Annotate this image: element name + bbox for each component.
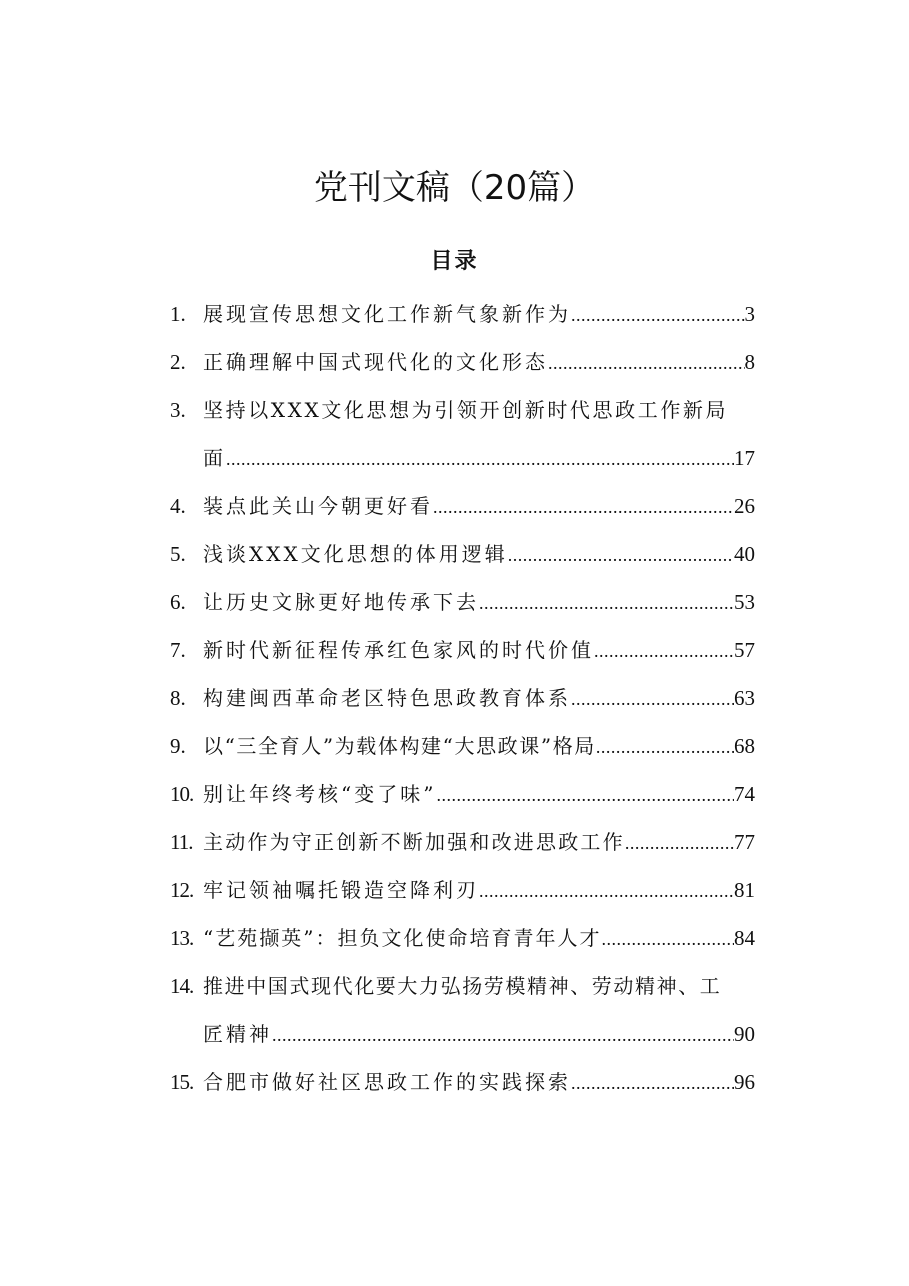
toc-entry[interactable] <box>170 578 755 626</box>
toc-entry[interactable] <box>170 290 755 338</box>
toc-entry[interactable] <box>170 914 755 962</box>
toc-entry[interactable] <box>170 770 755 818</box>
toc-entry[interactable] <box>170 482 755 530</box>
toc-entry-number: 5. <box>170 542 186 566</box>
dot-leader <box>548 339 745 387</box>
toc-entry[interactable] <box>170 674 755 722</box>
toc-heading: 目录 <box>430 248 479 274</box>
toc-entry-title: 构建闽西革命老区特色思政教育体系 <box>203 686 571 710</box>
dot-leader <box>625 819 734 867</box>
toc-entry-title-line2: 匠精神 <box>203 1022 272 1046</box>
toc-entry-number: 12. <box>170 878 194 902</box>
toc-entry-number: 6. <box>170 590 186 614</box>
toc-entry-title: 合肥市做好社区思政工作的实践探索 <box>203 1070 571 1094</box>
dot-leader <box>272 1011 734 1059</box>
toc-entry-number: 8. <box>170 686 186 710</box>
toc-entry-page: 57 <box>734 638 755 662</box>
toc-entry[interactable] <box>170 338 755 386</box>
toc-entry-number: 9. <box>170 734 186 758</box>
toc-entry-page: 3 <box>744 302 755 326</box>
toc-entry[interactable] <box>170 962 755 1058</box>
toc-entry[interactable] <box>170 866 755 914</box>
toc-entry-page: 74 <box>734 782 755 806</box>
toc-entry[interactable] <box>170 818 755 866</box>
toc-entry[interactable] <box>170 722 755 770</box>
dot-leader <box>571 1059 734 1107</box>
toc-entry[interactable] <box>170 1058 755 1106</box>
toc-entry-title-line1: 坚持以XXX文化思想为引领开创新时代思政工作新局 <box>203 398 729 422</box>
dot-leader <box>596 723 734 771</box>
toc-entry-title: 展现宣传思想文化工作新气象新作为 <box>203 302 571 326</box>
toc-entry-title: 牢记领袖嘱托锻造空降利刃 <box>203 878 479 902</box>
dot-leader <box>571 291 745 339</box>
toc-entry-number: 3. <box>170 398 186 422</box>
toc-entry-page: 90 <box>734 1022 755 1046</box>
dot-leader <box>601 915 734 963</box>
toc-entry-title: 浅谈XXX文化思想的体用逻辑 <box>203 542 508 566</box>
toc-entry-page: 8 <box>744 350 755 374</box>
toc-entry-title-line1: 推进中国式现代化要大力弘扬劳模精神、劳动精神、工 <box>203 974 722 998</box>
toc-entry-number: 1. <box>170 302 186 326</box>
toc-entry-page: 84 <box>734 926 755 950</box>
document-title: 党刊文稿（20篇） <box>313 168 596 208</box>
toc-entry-number: 11. <box>170 830 193 854</box>
toc-entry-page: 68 <box>734 734 755 758</box>
dot-leader <box>594 627 734 675</box>
toc-entry-title: “艺苑撷英”：担负文化使命培育青年人才 <box>203 926 602 950</box>
toc-entry-number: 14. <box>170 974 194 998</box>
toc-entry-number: 2. <box>170 350 186 374</box>
toc-entry-page: 63 <box>734 686 755 710</box>
toc-entry-number: 4. <box>170 494 186 518</box>
toc-entry[interactable] <box>170 386 755 482</box>
toc-entry-title: 让历史文脉更好地传承下去 <box>203 590 479 614</box>
dot-leader <box>479 867 734 915</box>
toc-entry-page: 40 <box>734 542 755 566</box>
dot-leader <box>508 531 734 579</box>
dot-leader <box>479 579 734 627</box>
toc-entry[interactable] <box>170 530 755 578</box>
toc-entry-title: 装点此关山今朝更好看 <box>203 494 433 518</box>
toc-entry-page: 96 <box>734 1070 755 1094</box>
dot-leader <box>433 483 734 531</box>
toc-entry-title-line2: 面 <box>203 446 226 470</box>
toc-entry-title: 正确理解中国式现代化的文化形态 <box>203 350 548 374</box>
toc-entry-title: 主动作为守正创新不断加强和改进思政工作 <box>203 830 625 854</box>
toc-entry[interactable] <box>170 626 755 674</box>
toc-entry-title: 以“三全育人”为载体构建“大思政课”格局 <box>203 734 596 758</box>
dot-leader <box>226 435 734 483</box>
toc-entry-number: 15. <box>170 1070 194 1094</box>
dot-leader <box>571 675 734 723</box>
toc-entry-page: 17 <box>734 446 755 470</box>
toc-entry-page: 77 <box>734 830 755 854</box>
toc-entry-number: 7. <box>170 638 186 662</box>
toc-entry-title: 新时代新征程传承红色家风的时代价值 <box>203 638 594 662</box>
toc-entry-title: 别让年终考核“变了味” <box>203 782 437 806</box>
toc-entry-number: 10. <box>170 782 194 806</box>
toc-entry-page: 53 <box>734 590 755 614</box>
toc-entry-page: 81 <box>734 878 755 902</box>
dot-leader <box>436 771 734 819</box>
toc-entry-number: 13. <box>170 926 194 950</box>
table-of-contents <box>170 290 755 1106</box>
toc-entry-page: 26 <box>734 494 755 518</box>
